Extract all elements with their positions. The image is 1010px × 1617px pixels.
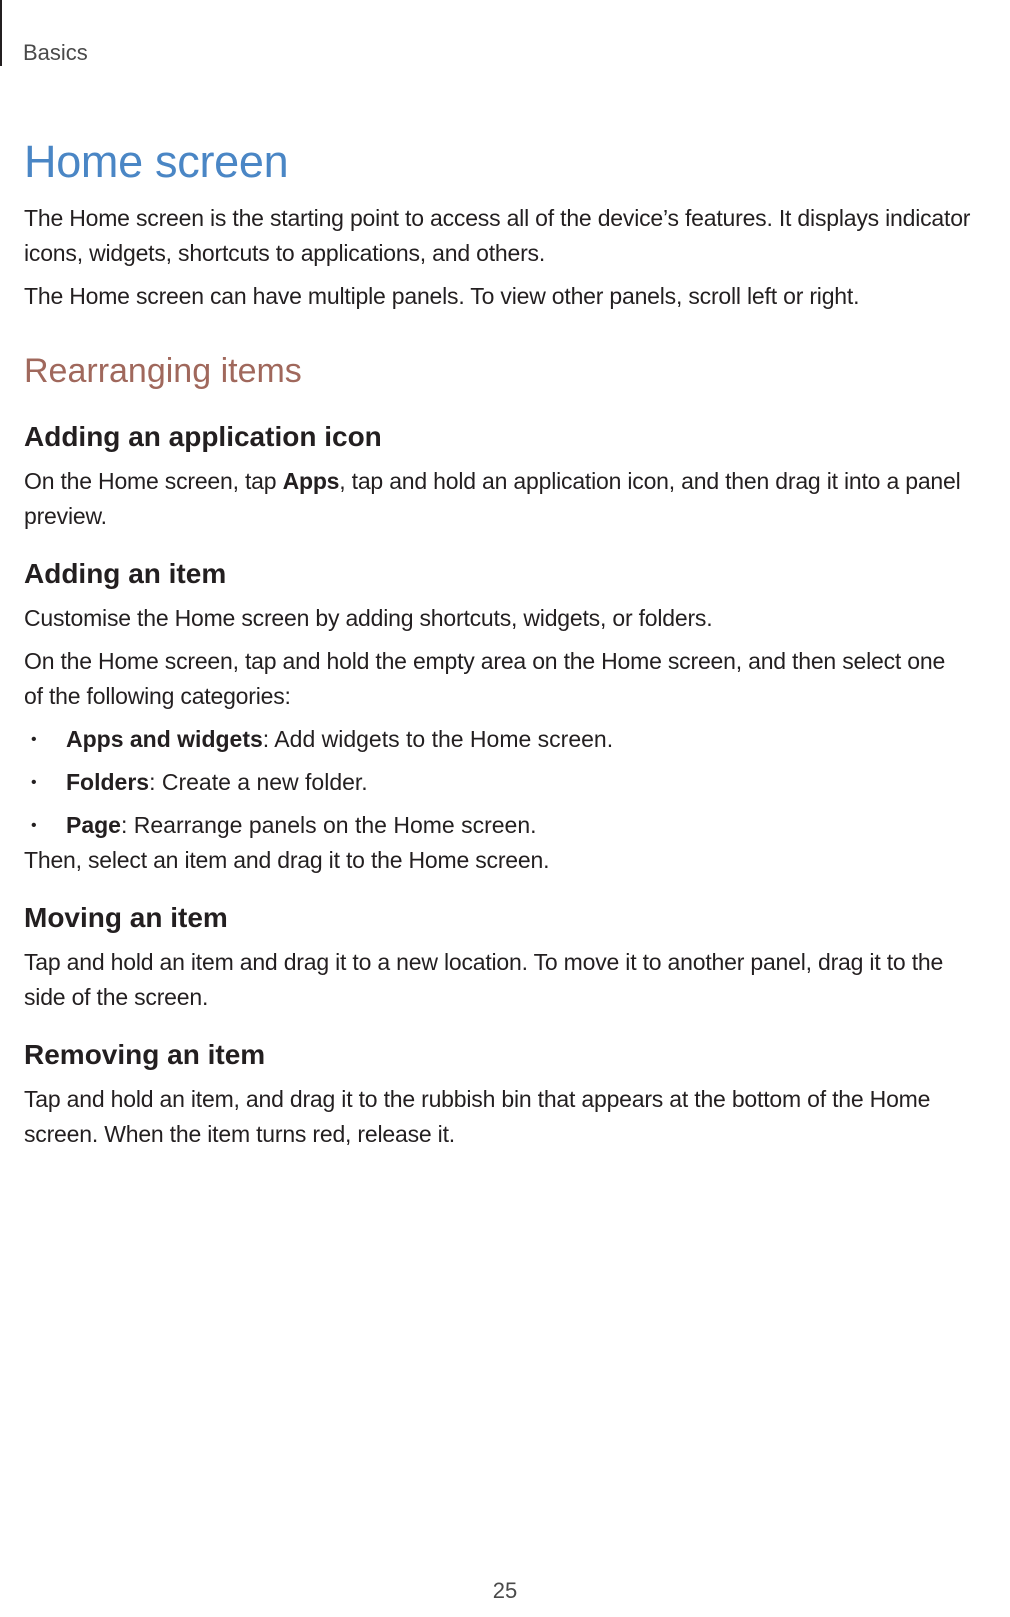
adding-item-paragraph-3: Then, select an item and drag it to the Home screen. bbox=[24, 847, 550, 873]
list-item-term: Apps and widgets bbox=[66, 726, 263, 752]
intro-p1-line1: The Home screen is the starting point to access all of the device’s features. It displays indicator bbox=[24, 205, 971, 231]
adding-icon-paragraph bbox=[24, 464, 1009, 534]
adding-item-paragraph-1: Customise the Home screen by adding shortcuts, widgets, or folders. bbox=[24, 605, 713, 631]
list-item-term: Page bbox=[66, 812, 121, 838]
list-item-desc: : Add widgets to the Home screen. bbox=[262, 726, 614, 752]
intro-p1-line2: icons, widgets, shortcuts to applications, and others. bbox=[24, 240, 546, 266]
list-item bbox=[24, 722, 1009, 757]
list-item-desc: : Create a new folder. bbox=[149, 769, 368, 795]
removing-item-line2: screen. When the item turns red, release it. bbox=[24, 1121, 455, 1147]
list-item-term: Folders bbox=[66, 769, 150, 795]
intro-paragraph-1 bbox=[24, 201, 1009, 271]
section-title: Rearranging items bbox=[24, 352, 302, 390]
running-header: Basics bbox=[23, 40, 88, 65]
moving-item-line1: Tap and hold an item and drag it to a new location. To move it to another panel, drag it to the bbox=[24, 949, 944, 975]
adding-icon-pre: On the Home screen, tap bbox=[24, 468, 283, 494]
adding-item-p2-line1: On the Home screen, tap and hold the empty area on the Home screen, and then select one bbox=[24, 648, 946, 674]
bullet-icon: • bbox=[31, 731, 37, 748]
list-item bbox=[24, 808, 1009, 843]
adding-icon-line2: preview. bbox=[24, 503, 107, 529]
bullet-icon: • bbox=[31, 774, 37, 791]
moving-item-paragraph bbox=[24, 945, 1009, 1015]
adding-icon-post: , tap and hold an application icon, and then drag it into a panel bbox=[339, 468, 961, 494]
removing-item-paragraph bbox=[24, 1082, 1009, 1152]
header-rule bbox=[0, 0, 2, 66]
apps-term: Apps bbox=[282, 468, 340, 494]
page-title: Home screen bbox=[24, 136, 289, 187]
page-content bbox=[24, 136, 1009, 1160]
removing-item-line1: Tap and hold an item, and drag it to the rubbish bin that appears at the bottom of the Home bbox=[24, 1086, 931, 1112]
heading-adding-item: Adding an item bbox=[24, 558, 227, 589]
adding-item-p2-line2: of the following categories: bbox=[24, 683, 291, 709]
adding-item-paragraph-2 bbox=[24, 644, 1009, 714]
list-item bbox=[24, 765, 1009, 800]
bullet-icon: • bbox=[31, 817, 37, 834]
heading-adding-icon: Adding an application icon bbox=[24, 421, 382, 452]
moving-item-line2: side of the screen. bbox=[24, 984, 209, 1010]
list-item-desc: : Rearrange panels on the Home screen. bbox=[120, 812, 537, 838]
category-list bbox=[24, 722, 1009, 843]
heading-moving-item: Moving an item bbox=[24, 902, 228, 933]
intro-paragraph-2: The Home screen can have multiple panels. To view other panels, scroll left or right. bbox=[24, 283, 860, 309]
page-number: 25 bbox=[492, 1578, 518, 1603]
heading-removing-item: Removing an item bbox=[24, 1039, 266, 1070]
